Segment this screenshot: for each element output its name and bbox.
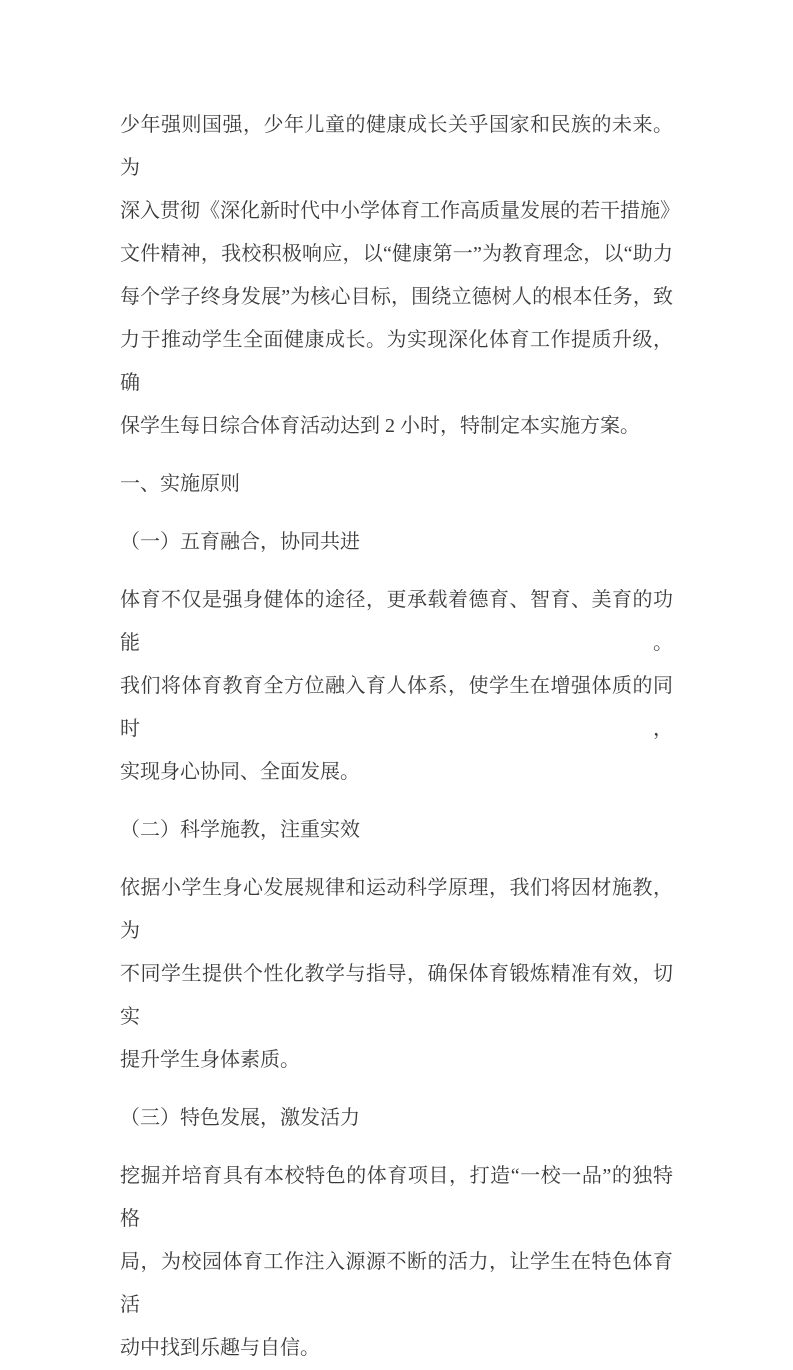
text-line: 文件精神，我校积极响应，以“健康第一”为教育理念，以“助力 bbox=[120, 243, 673, 265]
text-line: 每个学子终身发展”为核心目标，围绕立德树人的根本任务，致 bbox=[120, 286, 673, 308]
text-line: 体育不仅是强身健体的途径，更承载着德育、智育、美育的功能。 bbox=[120, 589, 673, 654]
text-line: 实现身心协同、全面发展。 bbox=[120, 761, 360, 783]
paragraph bbox=[120, 1155, 673, 1370]
sub-heading: （三）特色发展，激发活力 bbox=[120, 1107, 360, 1129]
text-line: 动中找到乐趣与自信。 bbox=[120, 1337, 320, 1359]
sub-heading: （一）五育融合，协同共进 bbox=[120, 531, 360, 553]
text-line: 局，为校园体育工作注入源源不断的活力，让学生在特色体育活 bbox=[120, 1251, 673, 1316]
text-line: 依据小学生身心发展规律和运动科学原理，我们将因材施教，为 bbox=[120, 877, 673, 942]
paragraph bbox=[120, 104, 680, 448]
text-line: 少年强则国强，少年儿童的健康成长关乎国家和民族的未来。为 bbox=[120, 114, 673, 179]
text-line: 力于推动学生全面健康成长。为实现深化体育工作提质升级，确 bbox=[120, 329, 673, 394]
text-line: 深入贯彻《深化新时代中小学体育工作高质量发展的若干措施》 bbox=[120, 200, 680, 222]
paragraph bbox=[120, 579, 673, 794]
paragraph bbox=[120, 867, 673, 1082]
text-line: 不同学生提供个性化教学与指导，确保体育锻炼精准有效，切实 bbox=[120, 963, 673, 1028]
text-line: 挖掘并培育具有本校特色的体育项目，打造“一校一品”的独特格 bbox=[120, 1165, 673, 1230]
text-line: 提升学生身体素质。 bbox=[120, 1049, 300, 1071]
text-line: 保学生每日综合体育活动达到 2 小时，特制定本实施方案。 bbox=[120, 415, 640, 437]
section-heading: 一、实施原则 bbox=[120, 473, 240, 495]
sub-heading: （二）科学施教，注重实效 bbox=[120, 819, 360, 841]
text-line: 我们将体育教育全方位融入育人体系，使学生在增强体质的同时， bbox=[120, 675, 673, 740]
